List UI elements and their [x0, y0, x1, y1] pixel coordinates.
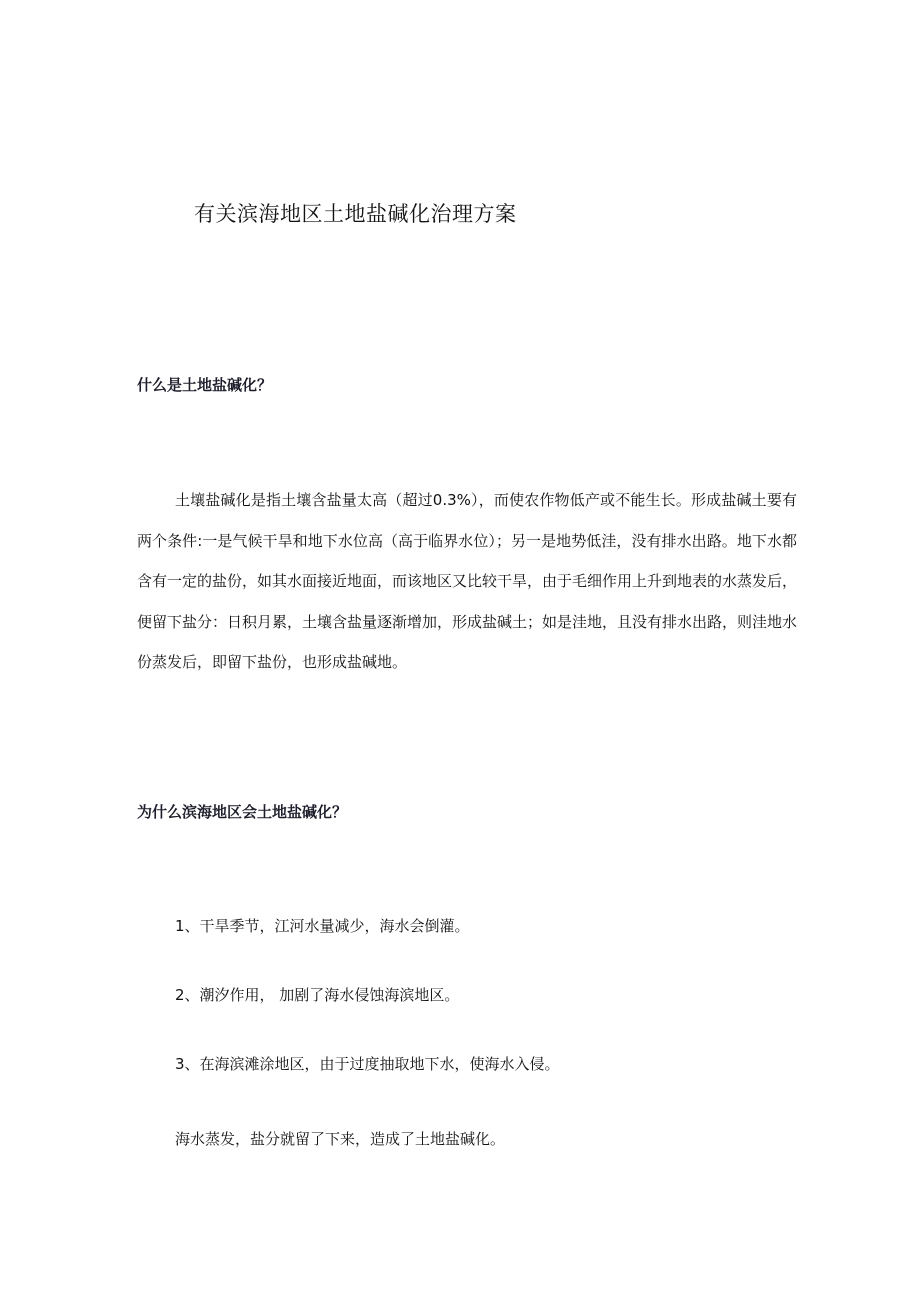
definition-paragraph: 土壤盐碱化是指土壤含盐量太高（超过0.3%），而使农作物低产或不能生长。形成盐碱土要有两个条件:一是气候干旱和地下水位高（高于临界水位）；另一是地势低洼，没有排水出路。地下水都含有一定的盐份，如其水面接近地面，而该地区又比较干旱，由于毛细作用上升到地表的水蒸发后，便留下盐分：日积月累，土壤含盐量逐渐增加，形成盐碱土；如是洼地，且没有排水出路，则洼地水份蒸发后，即留下盐份，也形成盐碱地。 — [137, 491, 798, 671]
reason-item-3: 3、在海滨滩涂地区，由于过度抽取地下水，使海水入侵。 — [175, 1055, 560, 1073]
reason-item-2: 2、潮汐作用， 加剧了海水侵蚀海滨地区。 — [175, 986, 460, 1004]
section-heading-what-is-salinization: 什么是土地盐碱化？ — [137, 376, 273, 394]
document-title: 有关滨海地区土地盐碱化治理方案 — [194, 202, 517, 226]
section-heading-why-coastal: 为什么滨海地区会土地盐碱化？ — [137, 803, 348, 821]
reason-item-1: 1、干旱季节，江河水量减少，海水会倒灌。 — [175, 917, 470, 935]
conclusion-line: 海水蒸发，盐分就留了下来，造成了土地盐碱化。 — [175, 1130, 506, 1148]
